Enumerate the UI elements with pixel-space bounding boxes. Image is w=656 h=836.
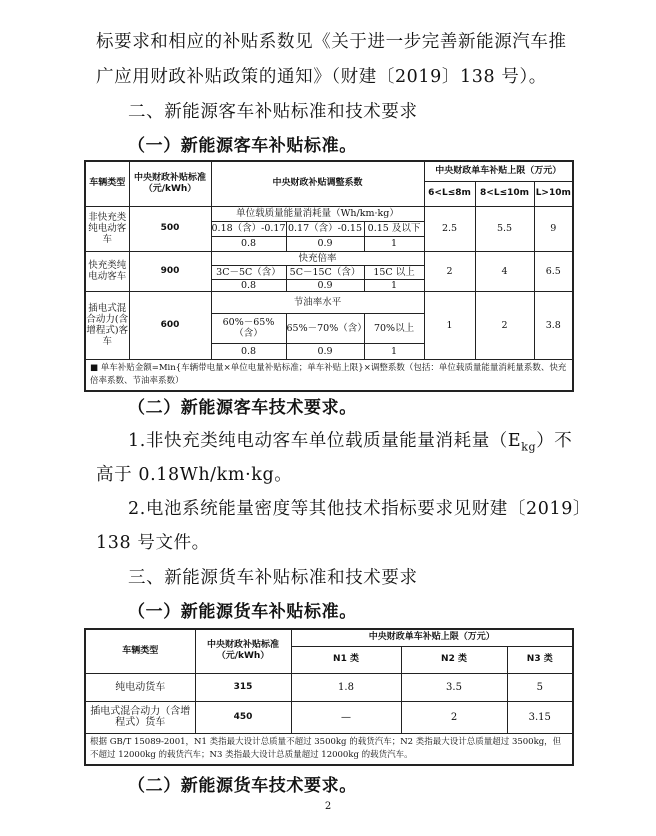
paragraph-line: 2.电池系统能量密度等其他技术指标要求见财建〔2019〕 [128,499,592,519]
cell-standard: 450 [195,701,291,733]
cell-range: 0.15 及以下 [364,221,424,236]
cell-metric: 快充倍率 [211,251,424,265]
header-cap-col: 6<L≤8m [424,181,475,206]
cell-coef: 0.8 [211,343,286,359]
header-vehicle-type: 车辆类型 [85,629,195,673]
req1-tail: ）不 [536,431,573,451]
header-cap: 中央财政单车补贴上限（万元） [291,629,573,646]
cell-range: 60%－65%（含） [211,313,286,343]
subsection-heading: （一）新能源客车补贴标准。 [128,136,357,156]
cell-standard: 315 [195,673,291,701]
subsection-heading: （二）新能源货车技术要求。 [128,776,357,796]
header-standard: 中央财政补贴标准（元/kWh） [129,161,211,206]
cell-cap: 3.15 [507,701,573,733]
section-heading: 三、新能源货车补贴标准和技术要求 [128,568,418,588]
table-note: ■ 单车补贴金额=Min{车辆带电量×单位电量补贴标准；单车补贴上限}×调整系数（包括：单位载质量能量消耗量系数、快充倍率系数、节油率系数） [85,359,573,391]
cell-cap: 5 [507,673,573,701]
cell-range: 15C 以上 [364,265,424,279]
cell-cap: 3.8 [534,291,573,359]
header-cap-col: L>10m [534,181,573,206]
cell-coef: 1 [364,343,424,359]
cell-standard: 500 [129,206,211,251]
cell-cap: — [291,701,401,733]
cell-coef: 0.9 [286,279,364,291]
cell-cap: 2.5 [424,206,475,251]
header-cap: 中央财政单车补贴上限（万元） [424,161,573,181]
cell-cap: 1.8 [291,673,401,701]
paragraph-line [128,430,572,459]
cell-cap: 2 [424,251,475,291]
cell-coef: 1 [364,236,424,251]
header-cap-col: N2 类 [401,646,507,673]
subsection-heading: （二）新能源客车技术要求。 [128,398,357,418]
cell-range: 0.17（含）-0.15 [287,223,362,234]
section-heading: 二、新能源客车补贴标准和技术要求 [128,102,418,122]
header-standard: 中央财政补贴标准（元/kWh） [195,629,291,673]
cell-type: 非快充类纯电动客车 [85,206,129,251]
cell-range: 70%以上 [364,313,424,343]
cell-cap: 1 [424,291,475,359]
header-cap-col: N1 类 [291,646,401,673]
cell-type: 插电式混合动力（含增程式）货车 [85,701,195,733]
header-cap-col: 8<L≤10m [475,181,534,206]
cell-coef: 0.9 [286,343,364,359]
cell-range: 0.18（含）-0.17 [211,223,286,234]
header-coefficient: 中央财政补贴调整系数 [211,161,424,206]
cell-standard: 900 [129,251,211,291]
cell-metric: 单位载质量能量消耗量（Wh/km·kg） [211,206,424,221]
cell-cap: 2 [401,701,507,733]
subsection-heading: （一）新能源货车补贴标准。 [128,602,357,622]
cell-coef: 0.8 [211,279,286,291]
cell-type: 快充类纯电动客车 [85,251,129,291]
cell-cap: 2 [475,291,534,359]
page-number: 2 [324,801,332,812]
paragraph-line: 138 号文件。 [96,533,210,553]
cell-cap: 4 [475,251,534,291]
truck-subsidy-table [84,628,574,766]
cell-cap: 9 [534,206,573,251]
req1-subscript: kg [521,440,537,454]
req1-text: 1.非快充类纯电动客车单位载质量能量消耗量（E [128,431,522,451]
cell-coef: 0.9 [286,236,364,251]
cell-coef: 1 [364,279,424,291]
cell-type: 纯电动货车 [85,673,195,701]
paragraph-line: 广应用财政补贴政策的通知》（财建〔2019〕138 号）。 [96,67,547,87]
bus-subsidy-table [84,160,574,392]
cell-coef: 0.8 [211,236,286,251]
header-cap-col: N3 类 [507,646,573,673]
cell-range: 65%－70%（含） [286,313,364,343]
paragraph-line: 标要求和相应的补贴系数见《关于进一步完善新能源汽车推 [96,32,567,52]
cell-range: 3C－5C（含） [211,265,286,279]
cell-range: 5C－15C（含） [286,265,364,279]
table-note: 根据 GB/T 15089-2001，N1 类指最大设计总质量不超过 3500kg 的载货汽车；N2 类指最大设计总质量超过 3500kg，但不超过 12000kg 的载货汽车；N3 类指最大设计总质量超过 12000kg 的载货汽车。 [85,733,573,765]
cell-metric: 节油率水平 [211,291,424,313]
paragraph-line: 高于 0.18Wh/km·kg。 [96,465,293,485]
cell-type: 插电式混合动力(含增程式)客车 [85,291,129,359]
cell-cap: 5.5 [475,206,534,251]
header-vehicle-type: 车辆类型 [85,161,129,206]
cell-cap: 6.5 [534,251,573,291]
cell-cap: 3.5 [401,673,507,701]
cell-standard: 600 [129,291,211,359]
